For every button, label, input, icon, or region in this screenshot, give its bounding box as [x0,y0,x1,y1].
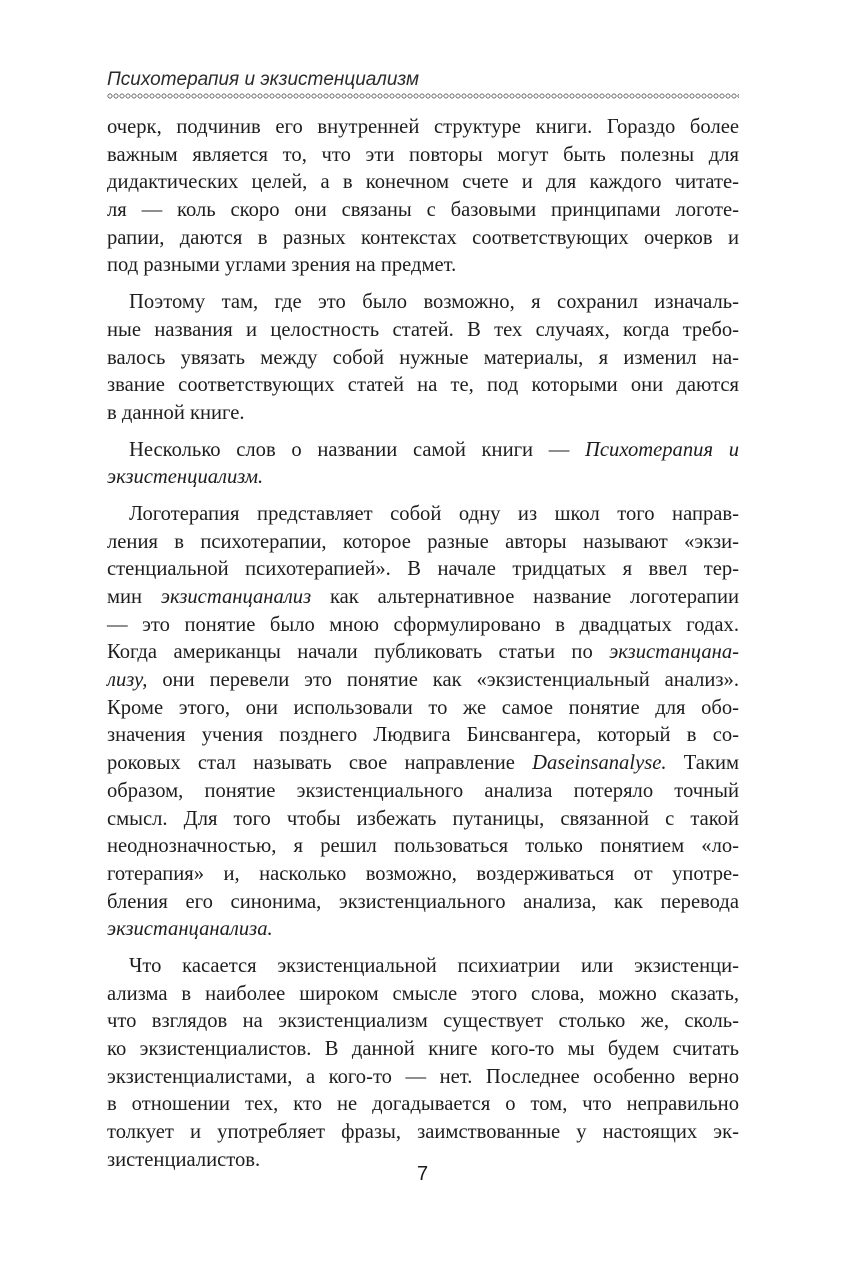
text-line: ля — коль скоро они связаны с базовыми принципами логоте- [107,199,739,222]
body-text [107,114,739,1174]
text-line: стенциальной психотерапией». В начале тридцатых я ввел тер- [107,558,739,581]
text-line: толкует и употребляет фразы, заимствованные у настоящих эк- [107,1121,739,1144]
text-line: в отношении тех, кто не догадывается о том, что неправильно [107,1093,739,1116]
text-line: очерк, подчинив его внутренней структуре книги. Гораздо более [107,116,739,138]
paragraph [107,114,739,280]
ornamental-rule [107,92,739,100]
text-line: дидактических целей, а в конечном счете и для каждого читате- [107,171,739,194]
paragraph [107,437,739,492]
text-line: под разными углами зрения на предмет. [107,254,457,277]
text-line: — это понятие было мною сформулировано в двадцатых годах. [107,613,739,636]
text-line: ко экзистенциалистов. В данной книге кого-то мы будем считать [107,1038,739,1060]
text-line: ления в психотерапии, которое разные авторы называют «экзи- [107,530,739,553]
text-line: экзистанцанализа. [107,918,273,941]
text-line: Поэтому там, где это было возможно, я сохранил изначаль- [129,291,739,314]
paragraph [107,953,739,1175]
text-line: экзистенциалистами, а кого-то — нет. Последнее особенно верно [107,1065,739,1088]
text-line: важным является то, что эти повторы могут быть полезны для [107,143,739,166]
text-line: значения учения позднего Людвига Бинсвангера, который в со- [107,724,739,747]
paragraph [107,501,739,944]
running-head: Психотерапия и экзистенциализм [107,69,420,90]
text-line: ные названия и целостность статей. В тех случаях, когда требо- [107,318,739,341]
text-line: экзистенциализм. [107,466,264,489]
text-line: что взглядов на экзистенциализм существует столько же, сколь- [107,1010,739,1033]
paragraph [107,289,739,427]
text-line: валось увязать между собой нужные материалы, я изменил на- [107,346,739,369]
text-line: смысл. Для того чтобы избежать путаницы, связанной с такой [107,807,739,830]
text-line: Когда американцы начали публиковать статьи по экзистанцана- [107,641,739,664]
text-line: ализма в наиболее широком смысле этого слова, можно сказать, [107,982,739,1005]
text-line: бления его синонима, экзистенциального анализа, как перевода [107,890,739,913]
text-line: готерапия» и, насколько возможно, воздерживаться от употре- [107,862,739,885]
text-line: в данной книге. [107,401,245,424]
text-line: Кроме этого, они использовали то же самое понятие для обо- [107,696,739,719]
text-line: неоднозначностью, я решил пользоваться только понятием «ло- [107,835,739,858]
page-number: 7 [416,1163,429,1185]
text-line: лизу, они перевели это понятие как «экзистенциальный анализ». [107,669,739,692]
text-line: мин экзистанцанализ как альтернативное название логотерапии [107,586,739,608]
text-line: рапии, даются в разных контекстах соответствующих очерков и [107,226,739,249]
text-line: Несколько слов о названии самой книги — Психотерапия и [129,438,739,461]
text-line: роковых стал называть свое направление Daseinsanalyse. Таким [107,752,739,775]
text-line: зистенциалистов. [107,1148,261,1171]
text-line: Логотерапия представляет собой одну из школ того направ- [129,502,739,525]
text-line: звание соответствующих статей на те, под которыми они даются [107,374,739,397]
text-line: Что касается экзистенциальной психиатрии или экзистенци- [129,954,739,977]
text-line: образом, понятие экзистенциального анализа потеряло точный [107,779,739,802]
